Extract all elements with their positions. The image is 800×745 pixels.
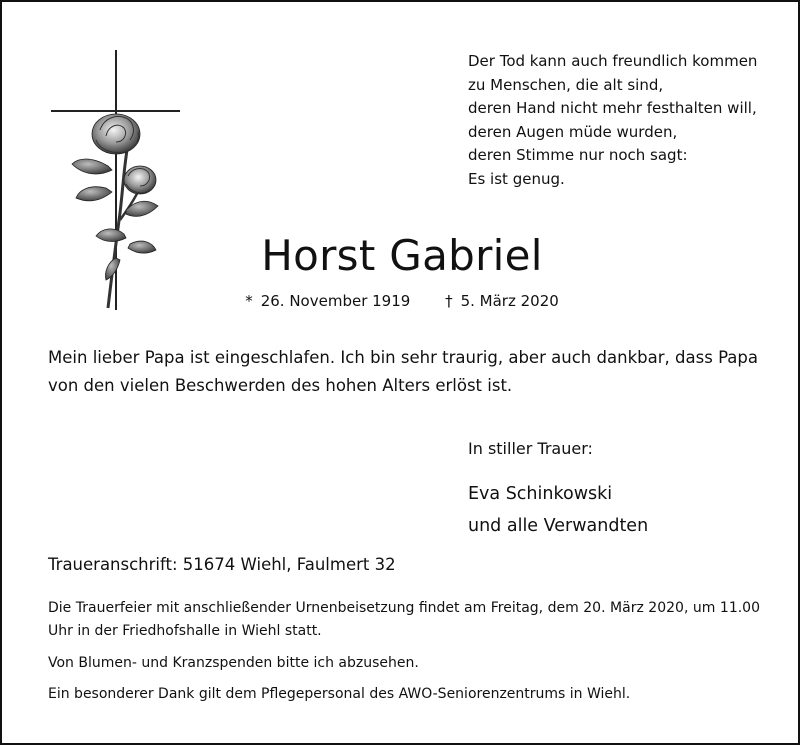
death-date-group (445, 292, 559, 310)
thanks-notice: Ein besonderer Dank gilt dem Pflegepersonal des AWO-Seniorenzentrums in Wiehl. (48, 686, 631, 702)
flowers-notice: Von Blumen- und Kranzspenden bitte ich abzusehen. (48, 655, 419, 671)
mourning-label: In stiller Trauer: (468, 439, 593, 458)
death-symbol: † (445, 292, 453, 310)
message-text: Mein lieber Papa ist eingeschlafen. Ich bin sehr traurig, aber auch dankbar, dass Papa von den vielen Beschwerden des hohen Alters erlöst ist. (48, 348, 758, 395)
mourner-name: Eva Schinkowski (468, 484, 613, 504)
poem-line: deren Stimme nur noch sagt: (468, 146, 688, 164)
birth-date: 26. November 1919 (260, 292, 411, 310)
life-dates (2, 290, 800, 312)
poem-line: Es ist genug. (468, 169, 565, 188)
deceased-name: Horst Gabriel (261, 231, 543, 280)
mourning-address: Traueranschrift: 51674 Wiehl, Faulmert 32 (48, 555, 396, 574)
poem-line: deren Augen müde wurden, (468, 122, 678, 141)
birth-symbol: * (245, 292, 253, 310)
mourner-name: und alle Verwandten (468, 516, 649, 536)
poem (468, 50, 788, 191)
birth-date-group (245, 292, 415, 310)
poem-line: Der Tod kann auch freundlich kommen (468, 52, 758, 70)
death-date: 5. März 2020 (460, 292, 559, 310)
poem-line: deren Hand nicht mehr festhalten will, (468, 99, 757, 117)
poem-line: zu Menschen, die alt sind, (468, 75, 664, 94)
funeral-notice: Die Trauerfeier mit anschließender Urnenbeisetzung findet am Freitag, dem 20. März 2020, um 11.00 Uhr in der Friedhofshalle in Wiehl statt. (48, 600, 760, 639)
